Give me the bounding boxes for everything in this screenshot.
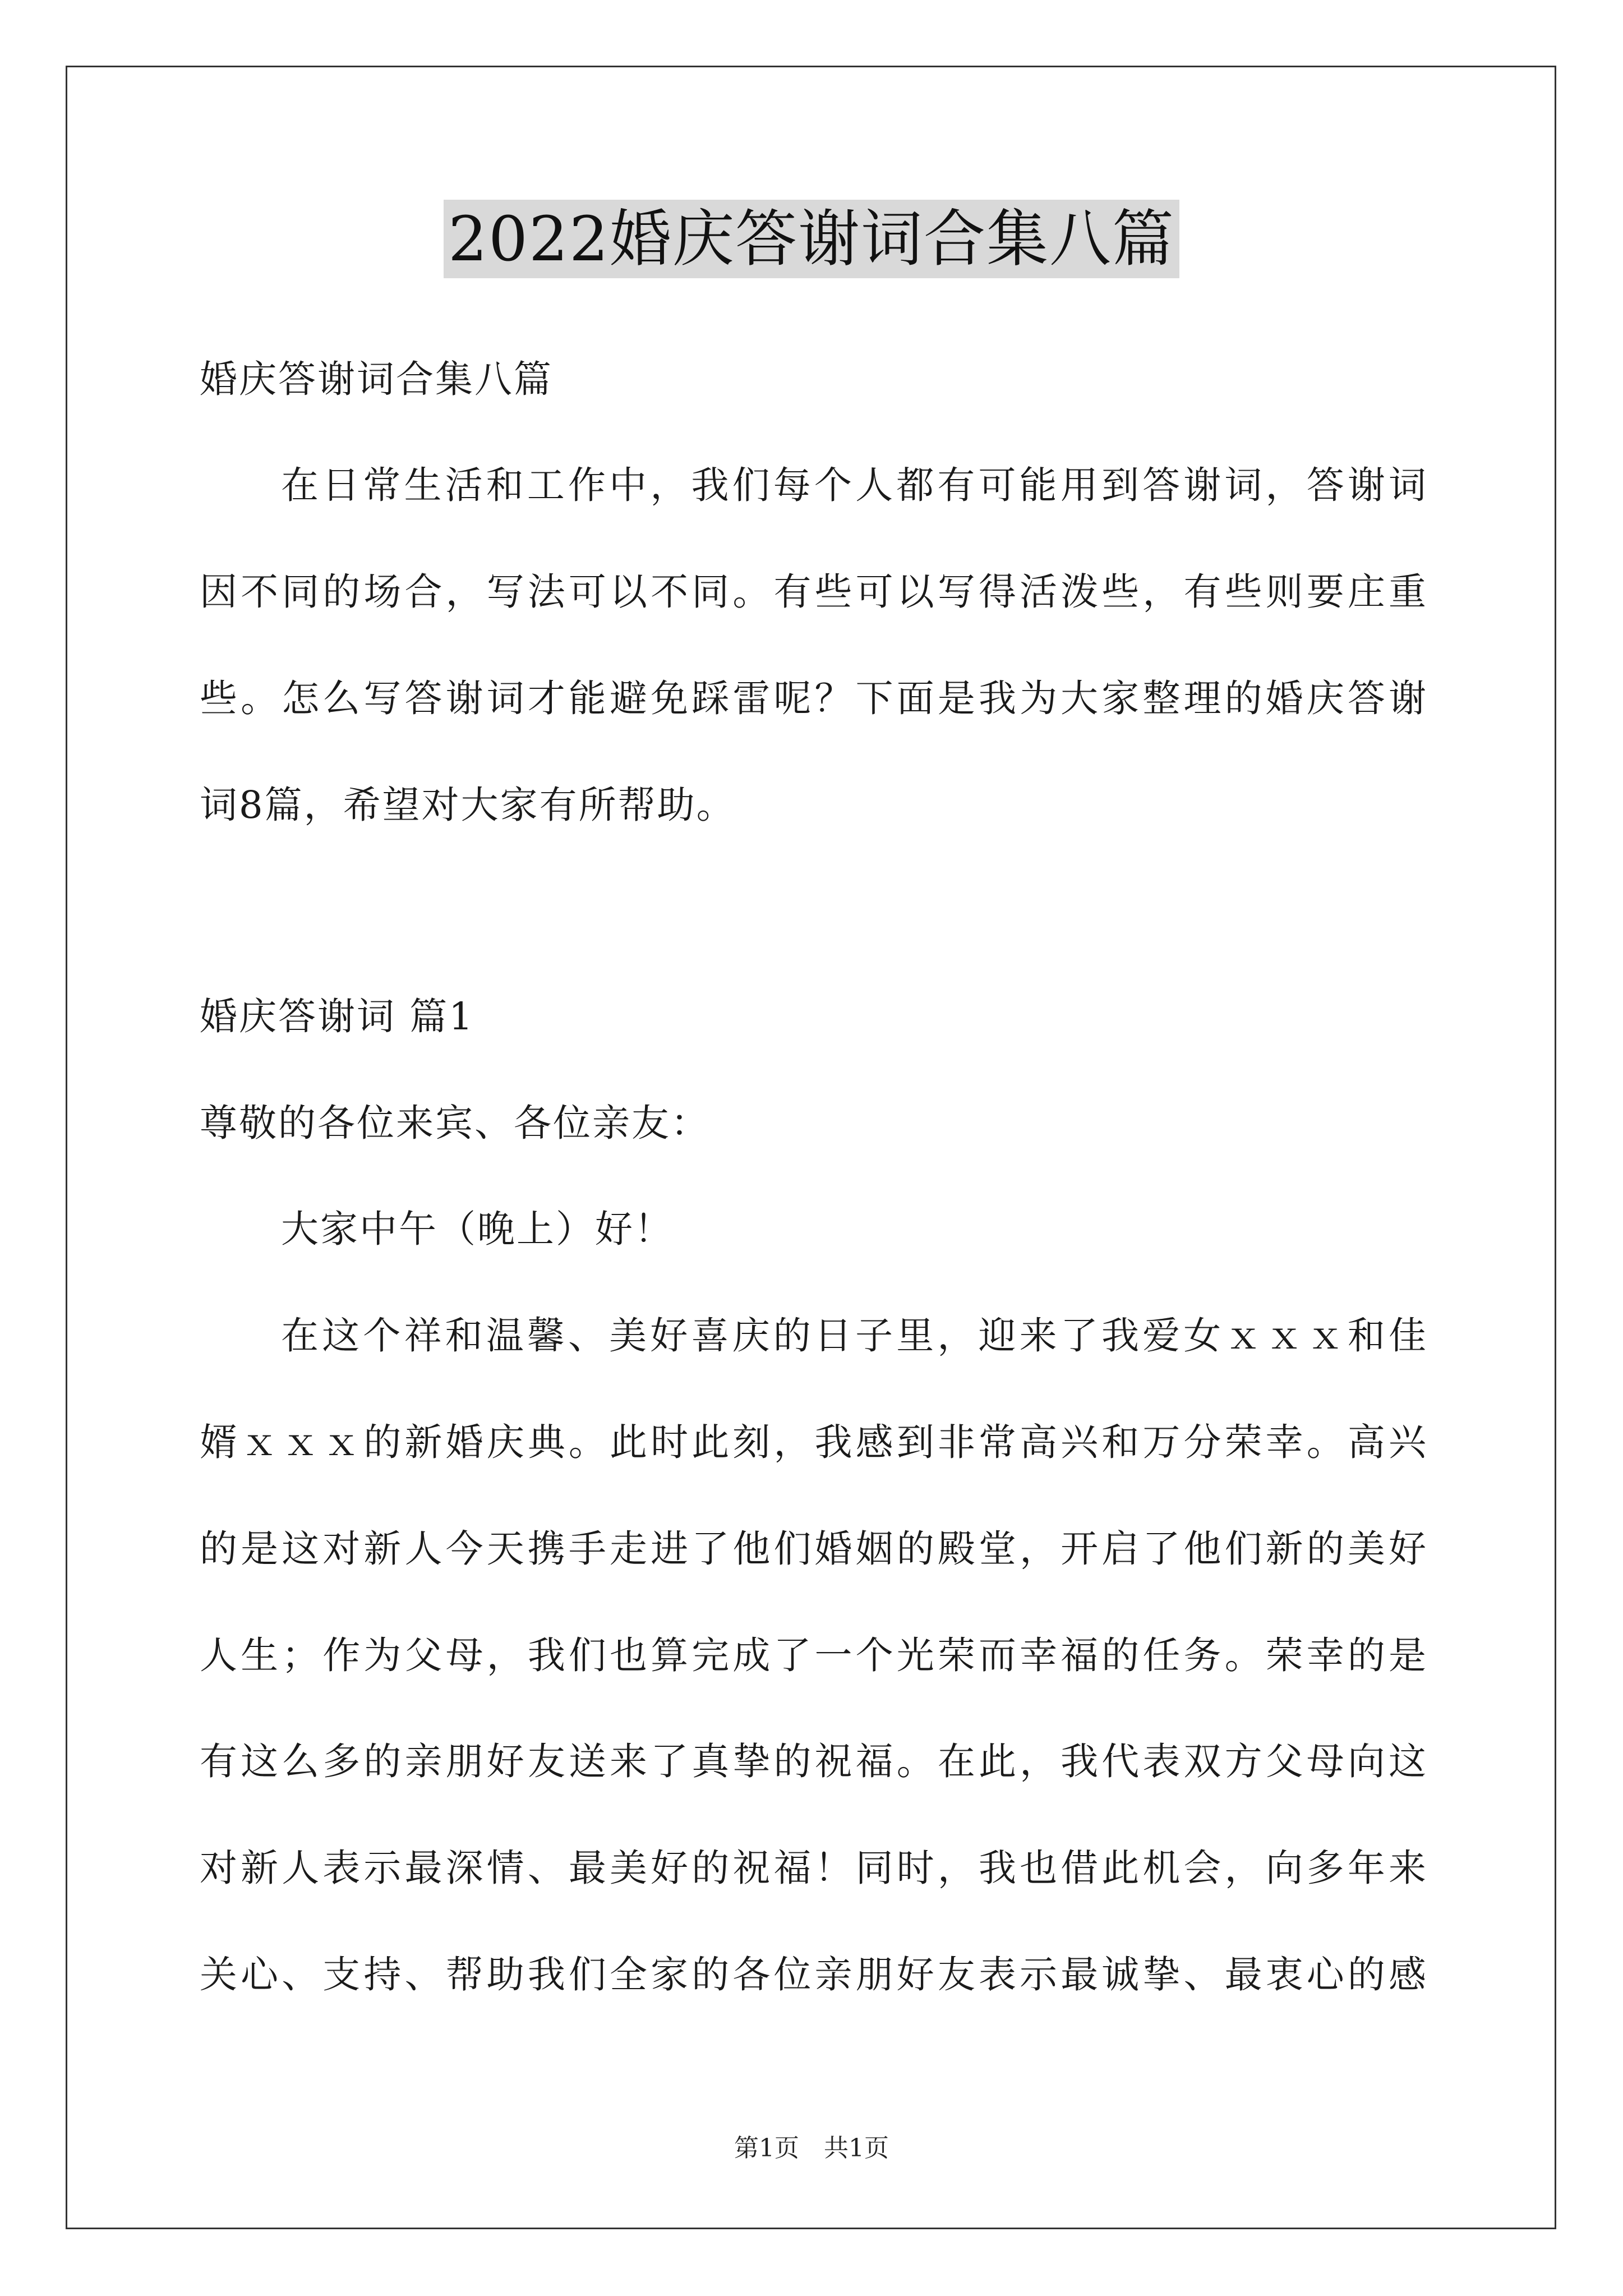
subtitle: 婚庆答谢词合集八篇 [200,357,553,401]
title-container [0,200,1623,278]
salutation: 尊敬的各位来宾、各位亲友： [200,1101,710,1145]
body-line-7: 关心、支持、帮助我们全家的各位亲朋好友表示最诚挚、最衷心的感 [200,1953,1428,1996]
body-line-2: 婿ｘｘｘ的新婚庆典。此时此刻，我感到非常高兴和万分荣幸。高兴 [200,1420,1428,1464]
greeting: 大家中午（晚上）好！ [281,1207,674,1251]
body-line-5: 有这么多的亲朋好友送来了真挚的祝福。在此，我代表双方父母向这 [200,1740,1428,1783]
body-line-3: 的是这对新人今天携手走进了他们婚姻的殿堂，开启了他们新的美好 [200,1527,1428,1571]
body-line-4: 人生；作为父母，我们也算完成了一个光荣而幸福的任务。荣幸的是 [200,1634,1428,1677]
intro-line-2: 因不同的场合，写法可以不同。有些可以写得活泼些，有些则要庄重 [200,570,1428,614]
intro-line-3: 些。怎么写答谢词才能避免踩雷呢？下面是我为大家整理的婚庆答谢 [200,677,1428,720]
body-line-1: 在这个祥和温馨、美好喜庆的日子里，迎来了我爱女ｘｘｘ和佳 [281,1314,1428,1358]
intro-line-4: 词8篇，希望对大家有所帮助。 [200,783,736,827]
document-title: 2022婚庆答谢词合集八篇 [444,200,1179,278]
page-footer: 第1页 共1页 [734,2134,889,2162]
body-line-6: 对新人表示最深情、最美好的祝福！同时，我也借此机会，向多年来 [200,1846,1428,1890]
intro-line-1: 在日常生活和工作中，我们每个人都有可能用到答谢词，答谢词 [281,463,1428,507]
section-heading: 婚庆答谢词 篇1 [200,995,474,1038]
